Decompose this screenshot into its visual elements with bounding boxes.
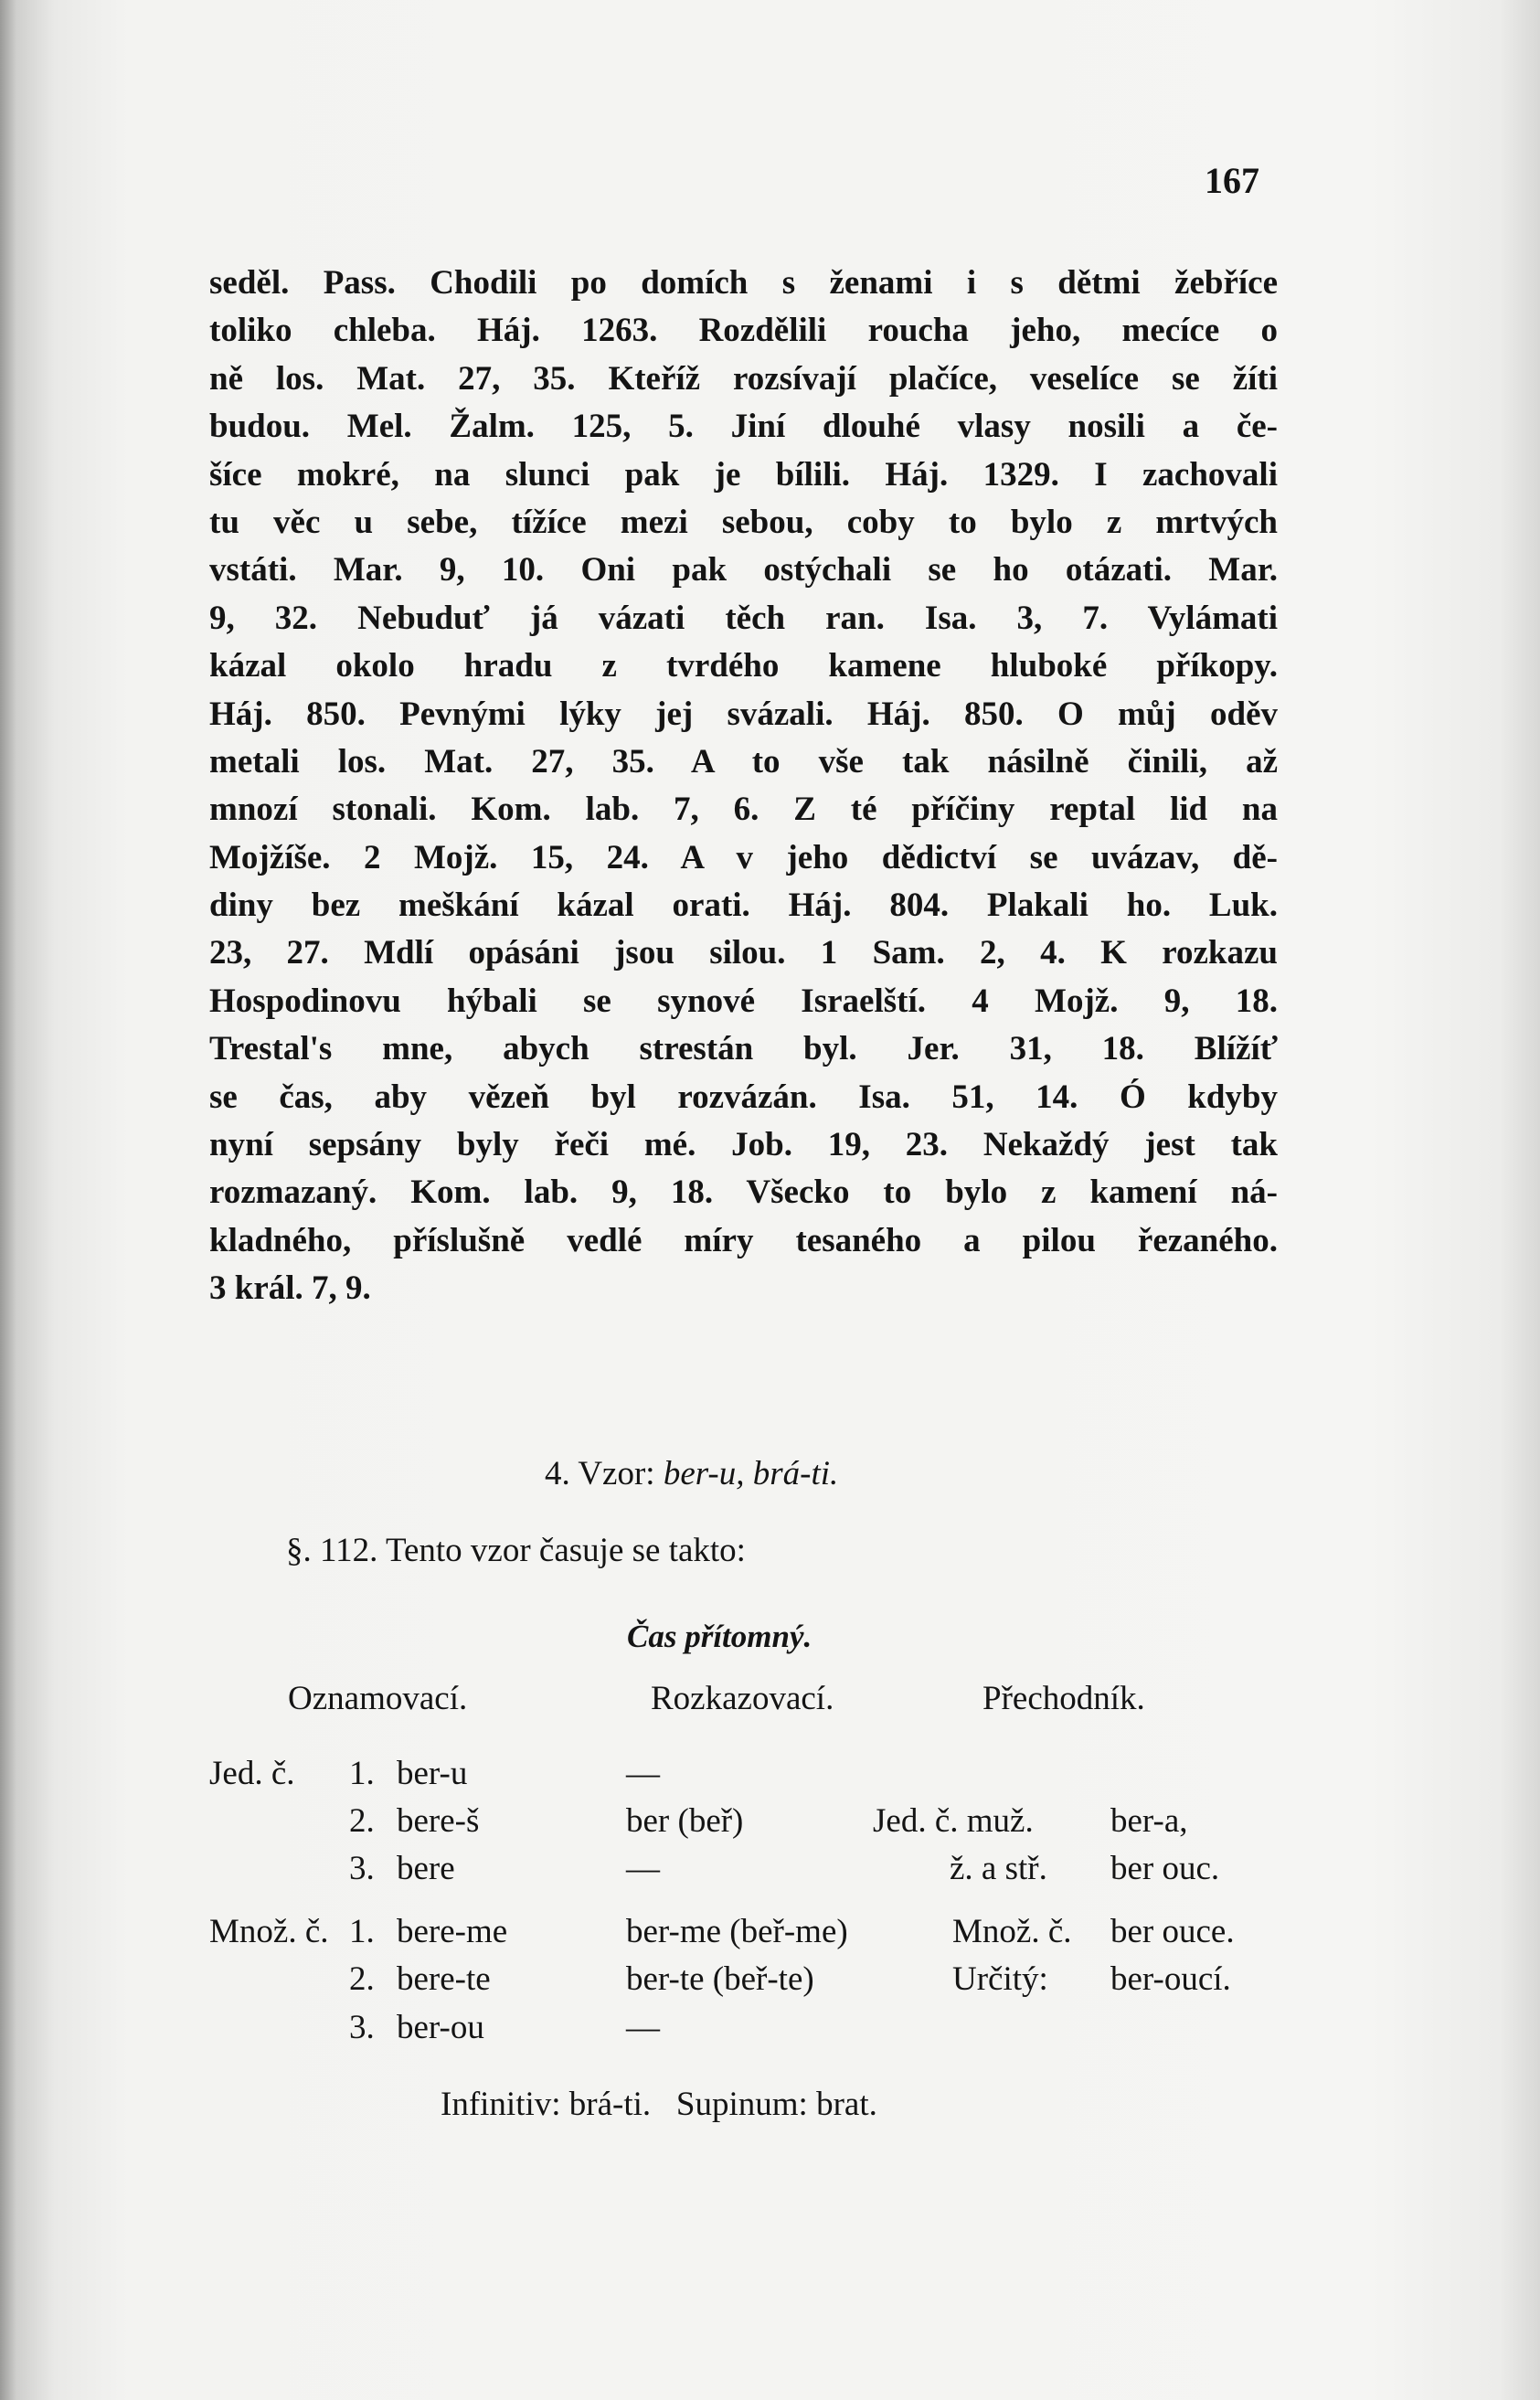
table-participle-label: Určitý: bbox=[952, 1960, 1048, 1998]
paragraph-112: §. 112. Tento vzor časuje se takto: bbox=[286, 1532, 746, 1569]
table-imperative: — bbox=[626, 2009, 660, 2046]
infinitive-label: Infinitiv: bbox=[441, 2086, 561, 2123]
heading-prefix: 4. Vzor: bbox=[545, 1455, 655, 1492]
table-participle: ber-oucí. bbox=[1110, 1960, 1231, 1998]
text-line: rozmazaný. Kom. lab. 9, 18. Všecko to bylo z kamení ná- bbox=[209, 1173, 1278, 1212]
table-person: 2. bbox=[349, 1960, 375, 1998]
text-line: tu věc u sebe, tížíce mezi sebou, coby to bylo z mrtvých bbox=[209, 503, 1278, 541]
table-imperative: ber-te (beř-te) bbox=[626, 1960, 814, 1998]
table-participle-label: Množ. č. bbox=[952, 1913, 1072, 1950]
header-imperative: Rozkazovací. bbox=[651, 1680, 834, 1717]
body-text bbox=[209, 260, 1278, 1313]
text-line: Háj. 850. Pevnými lýky jej svázali. Háj. 850. O můj oděv bbox=[209, 695, 1278, 733]
text-line: kladného, příslušně vedlé míry tesaného a pilou řezaného. bbox=[209, 1221, 1278, 1259]
table-imperative: ber (beř) bbox=[626, 1802, 744, 1840]
section-heading bbox=[545, 1450, 838, 1498]
table-imperative: ber-me (beř-me) bbox=[626, 1913, 848, 1950]
supinum-value: brat. bbox=[816, 2086, 877, 2123]
table-indicative: bere-me bbox=[397, 1913, 508, 1950]
table-person: 1. bbox=[349, 1913, 375, 1950]
table-participle: ber ouce. bbox=[1110, 1913, 1235, 1950]
table-participle: ber-a, bbox=[1110, 1802, 1188, 1840]
header-participle: Přechodník. bbox=[982, 1680, 1145, 1717]
table-participle-label: Jed. č. muž. bbox=[873, 1802, 1034, 1840]
table-imperative: — bbox=[626, 1755, 660, 1792]
supinum-label: Supinum: bbox=[675, 2086, 808, 2123]
page-number: 167 bbox=[1205, 160, 1259, 201]
text-line: diny bez meškání kázal orati. Háj. 804. Plakali ho. Luk. bbox=[209, 887, 1278, 925]
text-line: Mojžíše. 2 Mojž. 15, 24. A v jeho dědictví se uvázav, dě- bbox=[209, 838, 1278, 876]
heading-pattern: ber-u, brá-ti. bbox=[663, 1455, 839, 1492]
text-line: metali los. Mat. 27, 35. A to vše tak násilně činili, až bbox=[209, 742, 1278, 781]
table-person: 1. bbox=[349, 1755, 375, 1792]
group-plural: Množ. č. bbox=[209, 1913, 329, 1950]
table-indicative: ber-ou bbox=[397, 2009, 484, 2046]
text-line: 9, 32. Nebuduť já vázati těch ran. Isa. 3, 7. Vylámati bbox=[209, 599, 1278, 637]
text-line: šíce mokré, na slunci pak je bílili. Háj. 1329. I zachovali bbox=[209, 455, 1278, 494]
text-line: nyní sepsány byly řeči mé. Job. 19, 23. Nekaždý jest tak bbox=[209, 1126, 1278, 1164]
header-indicative: Oznamovací. bbox=[288, 1680, 468, 1717]
text-line: se čas, aby vězeň byl rozvázán. Isa. 51, 14. Ó kdyby bbox=[209, 1078, 1278, 1116]
text-line: toliko chleba. Háj. 1263. Rozdělili roucha jeho, mecíce o bbox=[209, 312, 1278, 350]
text-line: budou. Mel. Žalm. 125, 5. Jiní dlouhé vlasy nosili a če- bbox=[209, 408, 1278, 446]
table-participle-label: ž. a stř. bbox=[950, 1850, 1047, 1887]
infinitive-line bbox=[441, 2081, 877, 2129]
table-indicative: bere-te bbox=[397, 1960, 491, 1998]
table-imperative: — bbox=[626, 1850, 660, 1887]
text-line: Trestal's mne, abych strestán byl. Jer. 31, 18. Blížíť bbox=[209, 1030, 1278, 1068]
text-line: kázal okolo hradu z tvrdého kamene hluboké příkopy. bbox=[209, 647, 1278, 685]
infinitive-value: brá-ti. bbox=[568, 2086, 652, 2123]
table-person: 3. bbox=[349, 1850, 375, 1887]
table-person: 2. bbox=[349, 1802, 375, 1840]
group-singular: Jed. č. bbox=[209, 1755, 295, 1792]
table-person: 3. bbox=[349, 2009, 375, 2046]
table-indicative: bere-š bbox=[397, 1802, 480, 1840]
text-line: 3 král. 7, 9. bbox=[209, 1269, 371, 1308]
text-line: ně los. Mat. 27, 35. Kteříž rozsívají plačíce, veselíce se žíti bbox=[209, 359, 1278, 398]
text-line: vstáti. Mar. 9, 10. Oni pak ostýchali se ho otázati. Mar. bbox=[209, 551, 1278, 589]
table-participle: ber ouc. bbox=[1110, 1850, 1220, 1887]
table-indicative: ber-u bbox=[397, 1755, 468, 1792]
tense-heading: Čas přítomný. bbox=[627, 1619, 812, 1654]
text-line: Hospodinovu hýbali se synové Israelští. 4 Mojž. 9, 18. bbox=[209, 982, 1278, 1020]
text-line: 23, 27. Mdlí opásáni jsou silou. 1 Sam. 2, 4. K rozkazu bbox=[209, 934, 1278, 972]
text-line: mnozí stonali. Kom. lab. 7, 6. Z té příčiny reptal lid na bbox=[209, 791, 1278, 829]
text-line: seděl. Pass. Chodili po domích s ženami i s dětmi žebříce bbox=[209, 264, 1278, 302]
table-indicative: bere bbox=[397, 1850, 455, 1887]
